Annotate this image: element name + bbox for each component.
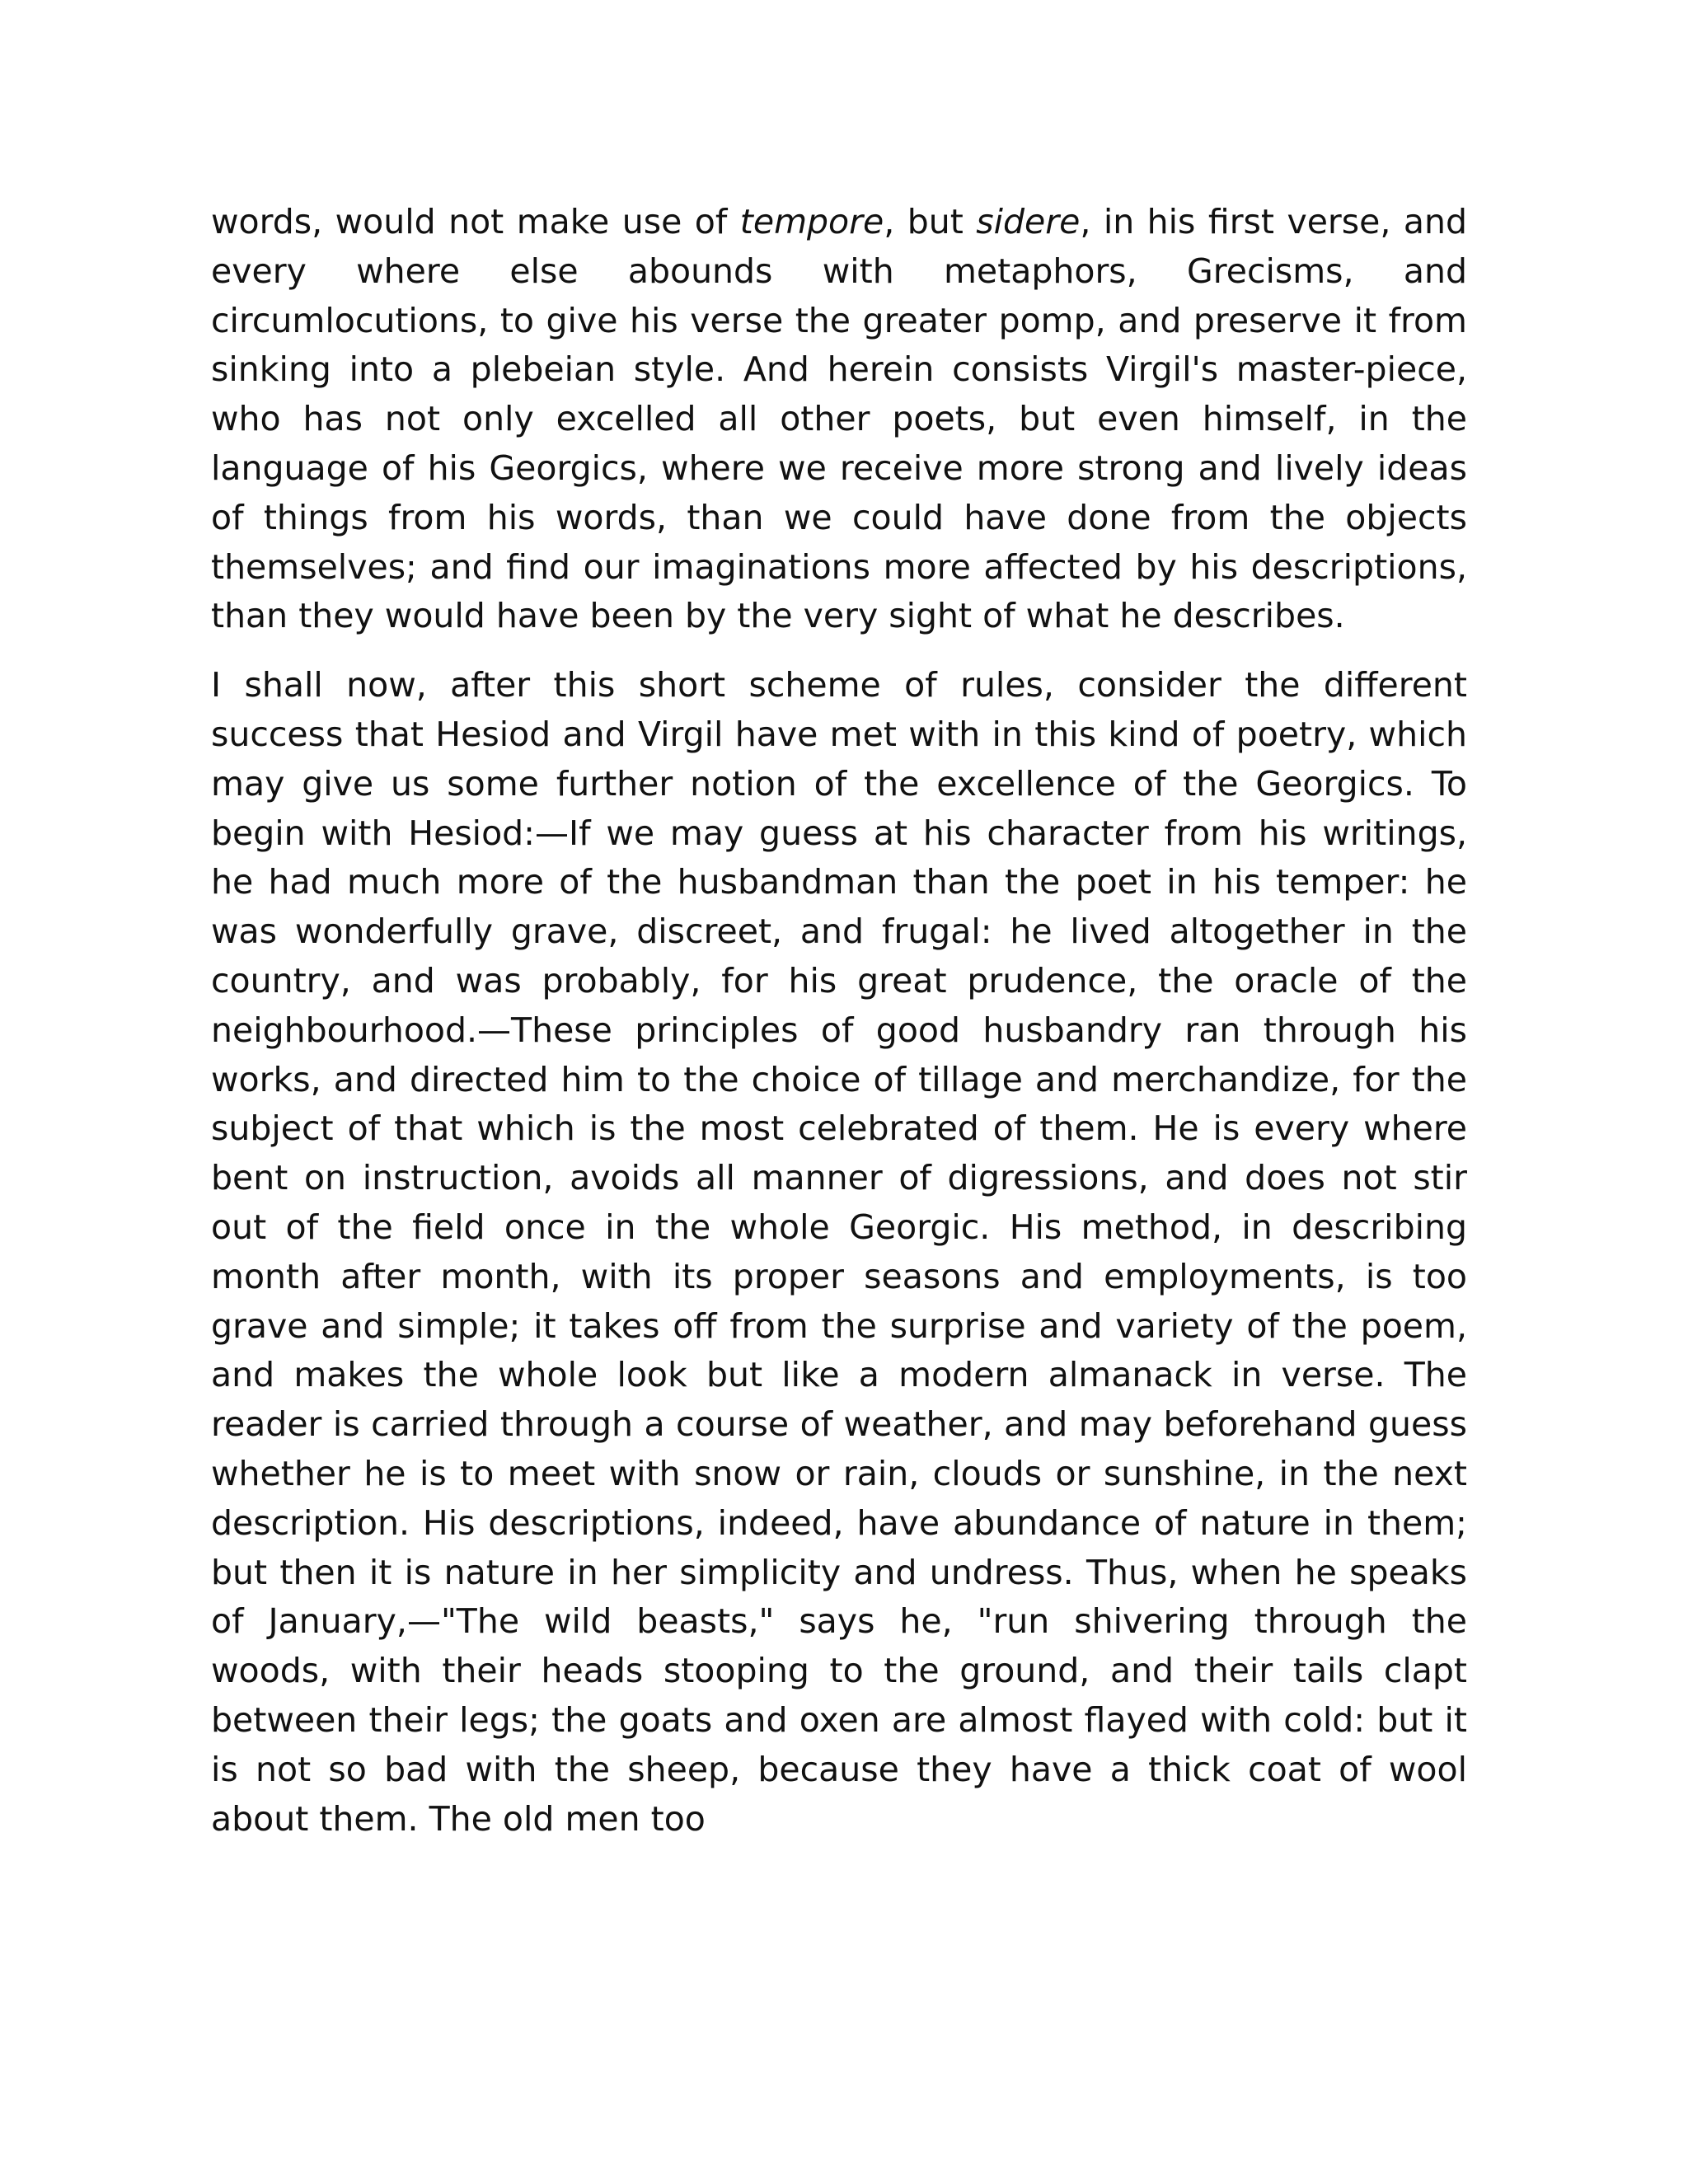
paragraph-1	[211, 198, 1467, 641]
italic-word-sidere: sidere	[976, 202, 1081, 241]
page-body	[211, 198, 1467, 1844]
paragraph-2: I shall now, after this short scheme of rules, consider the different success that Hesiod and Virgil have met with in this kind of poetry, which may give us some further notion of the excellence of the Georgics. To begin with Hesiod:—If we may guess at his character from his writings, he had much more of the husbandman than the poet in his temper: he was wonderfully grave, discreet, and frugal: he lived altogether in the country, and was probably, for his great prudence, the oracle of the neighbourhood.—These principles of good husbandry ran through his works, and directed him to the choice of tillage and merchandize, for the subject of that which is the most celebrated of them. He is every where bent on instruction, avoids all manner of digressions, and does not stir out of the field once in the whole Georgic. His method, in describing month after month, with its proper seasons and employments, is too grave and simple; it takes off from the surprise and variety of the poem, and makes the whole look but like a modern almanack in verse. The reader is carried through a course of weather, and may beforehand guess whether he is to meet with snow or rain, clouds or sunshine, in the next description. His descriptions, indeed, have abundance of nature in them; but then it is nature in her simplicity and undress. Thus, when he speaks of January,—"The wild beasts," says he, "run shivering through the woods, with their heads stooping to the ground, and their tails clapt between their legs; the goats and oxen are almost flayed with cold: but it is not so bad with the sheep, because they have a thick coat of wool about them. The old men too	[211, 665, 1467, 1839]
paragraph-1-text-end: , in his first verse, and every where else abounds with metaphors, Grecisms, and circumlocutions, to give his verse the greater pomp, and preserve it from sinking into a plebeian style. And herein consists Virgil's master-piece, who has not only excelled all other poets, but even himself, in the language of his Georgics, where we receive more strong and lively ideas of things from his words, than we could have done from the objects themselves; and find our imaginations more affected by his descriptions, than they would have been by the very sight of what he describes.	[211, 202, 1468, 636]
paragraph-1-text-start: words, would not make use of	[211, 202, 740, 241]
paragraph-1-text-mid: , but	[884, 202, 977, 241]
italic-word-tempore: tempore	[739, 202, 884, 241]
